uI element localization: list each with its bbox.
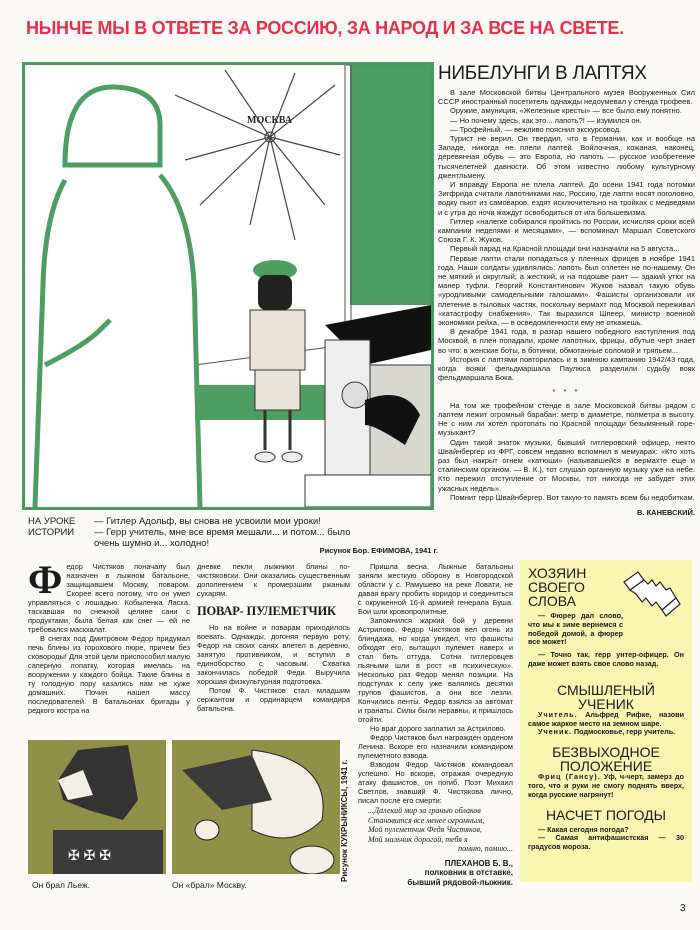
story-paragraph: Запомнился жаркий бой у деревни Астрилово. Федор Чистяков вел огонь из блиндажа, но когда увидел, что фашисты обходят его, вытащил пулемет наверх и стал бить оттуда. Сотни гитлеровцев пьяными шли в рост «в психическую». Несколько раз Федор менял позиции. На подступах к селу уже валялись десятки трупов фашистов, а они все лезли. Кончились ленты. Федор взялся за автомат и гранаты. Силы были неравны, и пришлось отойти. xyxy=(358,616,513,724)
joke-text: — Самая антифашистская — 30 градусов мороза. xyxy=(528,833,684,852)
article-paragraph: В декабре 1941 года, в разгар нашего победного наступления под Москвой, в плен попадали, кроме лапотных, фрицы, обутые черт знает во что: в женские боты, в ботинки, обмотанные соломой и тряпьем... xyxy=(438,327,695,355)
article-paragraph: Один такой знаток музыки, бывший гитлеровский офицер, некто Швайнбергер из ФРГ, совсем недавно вспомнил в мемуарах: «Кто хоть раз был накрыт огнем «катюши» (называвшейся в вермахте еще и сталинским органом. — В. К.), тот слушал органную музыку уже на небе. Кто пережил отступление от Москвы, тот никогда не забудет этих ужасных недель». xyxy=(438,437,695,493)
story-paragraph: В снегах под Дмитровом Федор придумал печь блины из горохового пюре, причем без сковороды! Для этой цели приспособил малую саперную лопатку, которая имелась на вооружении у каждого бойца. Такие блины в ту голодную пору казались нам не хуже домашних. Почин нашел массу последователей. В батальонах бригады у редкого костра на xyxy=(28,634,190,715)
poem-line: Мой мальчик дорогой, тебя я xyxy=(368,834,468,844)
svg-text:✠ ✠ ✠: ✠ ✠ ✠ xyxy=(68,847,111,863)
caption-line: — Герр учитель, мне все время мешали... и потом... было очень шумно и... холодно! xyxy=(94,527,351,549)
poem-line: Мой пулеметчик Федя Чистяков, xyxy=(368,825,482,834)
cartoon-liege-illustration xyxy=(28,740,166,874)
story-paragraph: Но на войне и поварам приходилось воевать. Однажды, догоняя первую роту, Федор на своих санях влетел в деревню, занятую противником, и вступил в единоборство с часовым. Схватка закончилась победой Феди. Выручила хорошая физкультурная подготовка. xyxy=(197,623,350,686)
page-headline: НЫНЧЕ МЫ В ОТВЕТЕ ЗА РОССИЮ, ЗА НАРОД И ЗА ВСЕ НА СВЕТЕ. xyxy=(26,18,624,38)
cartoon-caption-moscow: Он «брал» Москву. xyxy=(172,880,247,890)
author-role: бывший рядовой-лыжник. xyxy=(407,877,513,887)
article-paragraph: Турист не верил. Он твердил, что в Германии, как и вообще на Западе, никогда не плели лаптей. Войлочная, кожаная, наконец, деревянная обувь — это Европа, но лапоть — русское изобретение тысячелетней давности. Об этом известно любому культурному джентльмену. xyxy=(438,134,695,180)
story-subhead: ПОВАР- ПУЛЕМЕТЧИК xyxy=(197,604,336,618)
article-paragraph: Помнит герр Швайнбергер. Вот такую-то память всем бы недобиткам. xyxy=(450,492,695,502)
story-paragraph: Пришла весна. Лыжные батальоны заняли жесткую оборону в Новгородской области у с. Рамушево на реке Ловати, не давая врагу пробить коридор и соединиться с окруженной 16-й армией генерала Буша. Бои шли кровопролитные. xyxy=(358,562,513,616)
article-nibelungs xyxy=(438,62,695,517)
joke-text: Уф, ч-черт, замерз до того, что и руки не смогу поднять вверх, когда русские нагрянут! xyxy=(528,772,684,799)
joke-text: — Точно так, герр унтер-офицер. Он даже может взять свое слово назад. xyxy=(528,650,684,668)
story-paragraph: едор Чистяков поначалу был назначен в лыжном батальоне, защищавшем Москву, поваром. Скорее всего потому, что он умел управляться с лошадью. Кобыленка Ласка, таскавшая по снежной целине сани с продуктами, была белая как снег — ей не требовался маскхалат. xyxy=(28,562,190,634)
accordion-icon xyxy=(620,568,682,618)
main-cartoon xyxy=(22,62,434,510)
author-role: полковник в отставке, xyxy=(424,868,513,877)
story-author xyxy=(358,859,513,888)
joke-text: Альфред Рифке, назови самое жаркое место на земном шаре. xyxy=(528,709,684,728)
caption-title: НА УРОКЕ ИСТОРИИ xyxy=(28,516,76,538)
humor-sidebar xyxy=(520,560,692,882)
joke-title: ХОЗЯИН СВОЕГО СЛОВА xyxy=(528,565,587,609)
joke-title: БЕЗВЫХОДНОЕ ПОЛОЖЕНИЕ xyxy=(552,744,660,775)
story-column-1 xyxy=(28,557,190,715)
kukryniksy-credit: Рисунок КУКРЫНИКСЫ, 1941 г. xyxy=(340,759,349,882)
story-column-2 xyxy=(197,562,350,713)
joke-text: — Какая сегодня погода? xyxy=(538,824,629,834)
cartoon-liege xyxy=(28,740,166,874)
speaker: Ученик. xyxy=(538,727,572,737)
article-paragraph: История с лаптями повторилась и в зимнюю кампанию 1942/43 года, когда вояки фельдмаршала Паулюса разделили судьбу вояк фельдмаршала Бока. xyxy=(438,354,695,383)
article-paragraph: Гитлер «налегке собирался пройтись по России, исчисляя сроки всей кампании неделями и месяцами», — вспоминал Маршал Советского Союза Г. К. Жуков. xyxy=(438,216,695,245)
joke-title: НАСЧЕТ ПОГОДЫ xyxy=(545,806,667,823)
speaker: Фриц (Гансу). xyxy=(538,772,601,782)
speaker: Учитель. xyxy=(538,709,578,719)
cartoon-illustration xyxy=(25,65,431,507)
drop-cap: Ф xyxy=(28,557,63,602)
story-paragraph: Взводом Федор Чистяков командовал успешно. Но вскоре, отражая очередную атаку фашистов, он погиб. Поэт Михаил Светлов, знавший Ф. Чистякова лично, писал после его смерти: xyxy=(358,760,513,805)
story-paragraph: дневке пекли лыжники блины по-чистяковски. Они оказались существенным дополнением к промерзшим ржаным сухарям. xyxy=(197,562,350,598)
article-paragraph: Первые лапти стали попадаться у пленных фрицев в ноябре 1941 года. Наши солдаты удивлялись: лапоть был сплетен не по-нашему. Он не мягкий и округлый, а жесткий, и на подошве рант — эдакий утюг на манер туфли. Георгий Константинович Жуков назвал такую обувь «уродливыми самодельными галошами». Фашисты организовали их плетение в тыловых частях, поскольку вермахт под Москвой переживал «катастрофу снабжения». Так выразился Шпеер, министр военной экономики рейха, — в осведомленности ему не откажешь. xyxy=(438,253,695,328)
story-paragraph: Федор Чистяков был награжден орденом Ленина. Вскоре его назначили командиром пулеметного взвода. xyxy=(358,733,513,760)
story-paragraph: Потом Ф. Чистяков стал младшим сержантом и ординарцем командира батальона. xyxy=(197,686,350,713)
story-column-3 xyxy=(358,562,513,887)
article-paragraph: И вправду Европа не плела лаптей. До осени 1941 года потомки Зигфрида считали лапотниками нас, Россию, где лапти носят поголовно, водку пьют из самоваров, ездят исключительно на тройках с медведями и с утра до ночи жаждут освободиться от ига большевизма. xyxy=(438,180,695,217)
author-name: ПЛЕХАНОВ Б. В., xyxy=(444,858,513,868)
joke-text: Подмосковье, герр учитель. xyxy=(574,727,676,737)
map-label: МОСКВА xyxy=(247,115,293,126)
cartoon-caption-liege: Он брал Льеж. xyxy=(32,880,90,890)
article-author: В. КАНЕВСКИЙ. xyxy=(637,507,695,517)
article-paragraph: — Трофейный, — вежливо пояснил экскурсовод. xyxy=(450,124,622,134)
caption-line: — Гитлер Адольф, вы снова не усвоили мои уроки! xyxy=(94,516,321,527)
page-number: 3 xyxy=(680,903,686,914)
joke-text: — Фюрер дал слово, что мы к зиме вернемся с победой домой, а фюрер все может! xyxy=(528,611,623,647)
cartoon-credit: Рисунок Бор. ЕФИМОВА, 1941 г. xyxy=(319,546,438,555)
article-title: НИБЕЛУНГИ В ЛАПТЯХ xyxy=(438,63,647,84)
poem-line: Становится все менее огромным, xyxy=(368,815,485,825)
poem xyxy=(358,806,513,854)
article-paragraph: Первый парад на Красной площади они назначили на 5 августа... xyxy=(450,244,680,254)
article-paragraph: В зале Московской битвы Центрального музея Вооруженных Сил СССР иностранный посетитель однажды недоумевал у стенда трофеев. xyxy=(438,88,695,107)
article-paragraph: На том же трофейном стенде в зале Московской битвы рядом с лаптем лежит огромный барабан: метр в диаметре, полметра в высоту. Не с ним ли хотел протопать по Красной площади безымянный горе-музыкант? xyxy=(438,400,695,438)
article-paragraph: — Но почему здесь, как это... лапоть?! — изумился он. xyxy=(450,115,642,125)
article-paragraph: Оружие, амуниция, «Железные кресты» — все было ему понятно. xyxy=(450,106,682,116)
joke-title: СМЫШЛЕНЫЙ УЧЕНИК xyxy=(557,681,655,712)
poem-line: ...Далекий мир за гранью облаков xyxy=(368,806,481,815)
section-separator: * * * xyxy=(552,386,581,396)
cartoon-caption xyxy=(28,513,438,557)
poem-line: помню, помню... xyxy=(458,844,513,853)
story-paragraph: Но враг дорого заплатил за Астрилово. xyxy=(370,724,506,733)
cartoon-moscow-illustration xyxy=(172,740,340,874)
cartoon-moscow xyxy=(172,740,340,874)
